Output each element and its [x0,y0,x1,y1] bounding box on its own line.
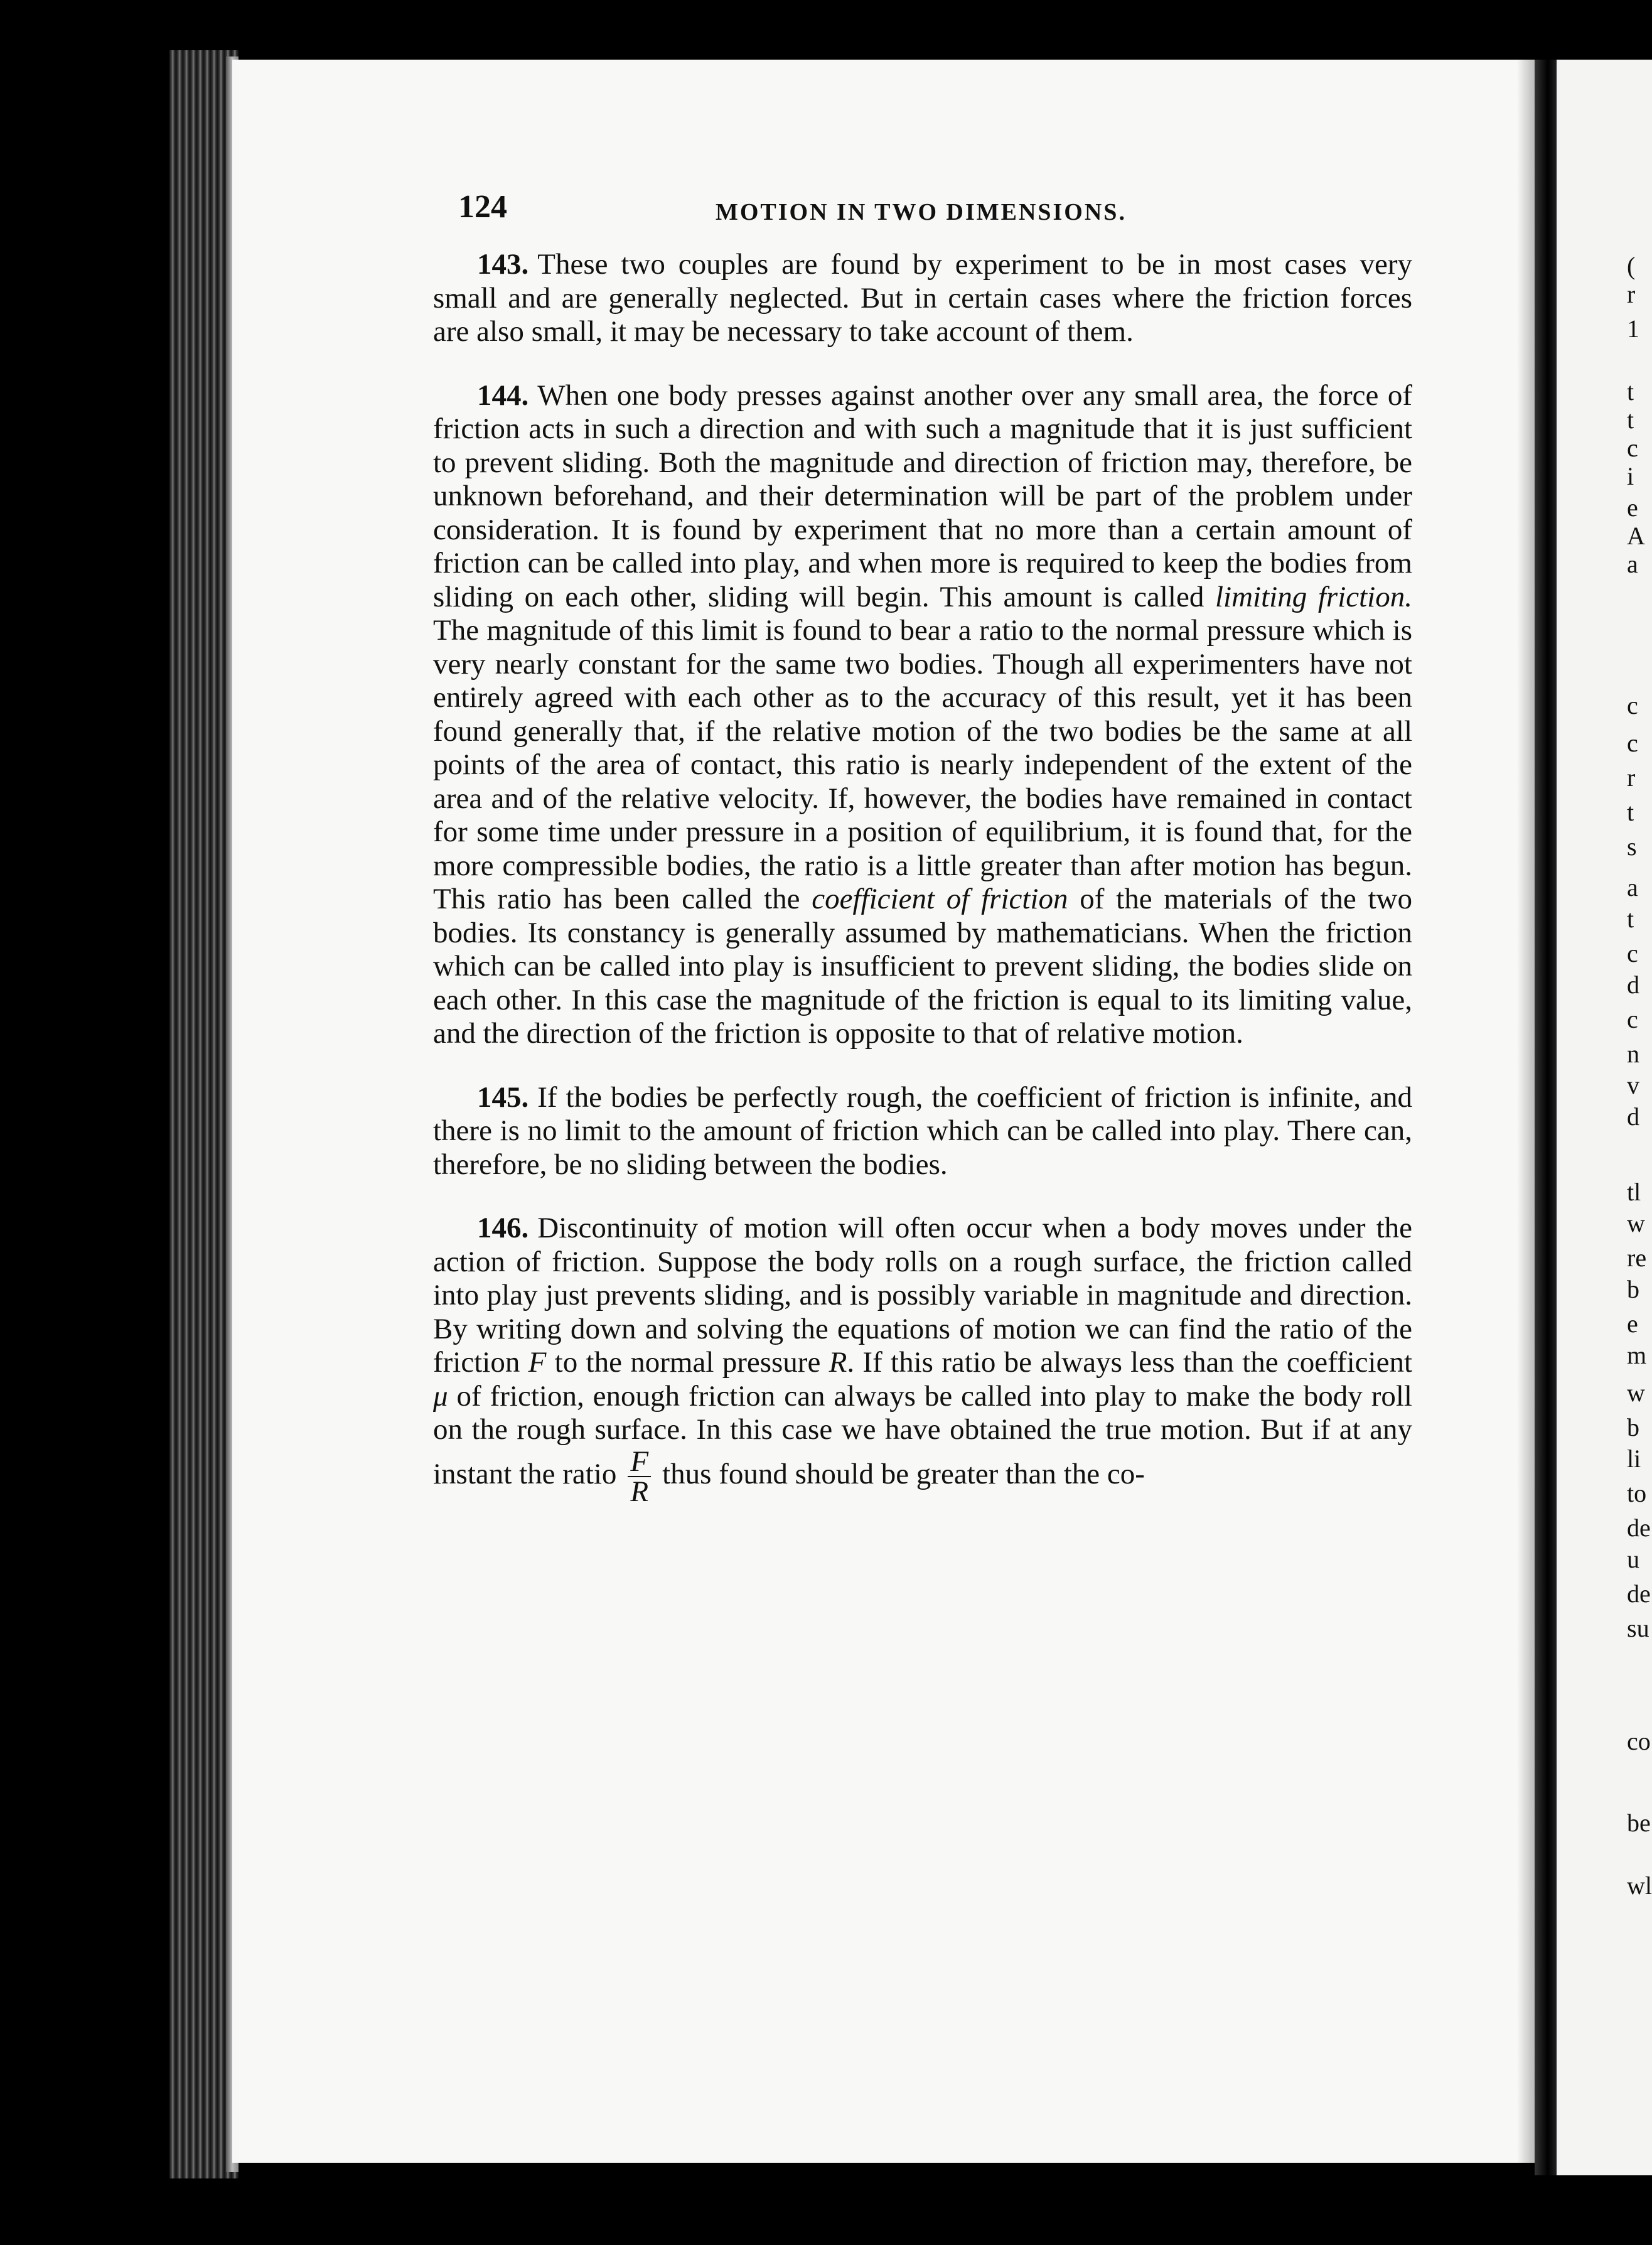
facing-page-fragment: v [1627,1071,1639,1099]
paragraph-text: These two couples are found by experiment to be in most cases very small and are generally neglected. But in certain cases where the friction forces are also small, it may be necessary to take account of them. [433,248,1412,348]
paragraph-text: The magnitude of this limit is found to bear a ratio to the normal pressure which is very nearly constant for the same two bodies. Though all experimenters have not entirely agreed with each other as to the accuracy of this result, yet it has been found generally that, if the relative motion of the two bodies be the same at all points of the area of contact, this ratio is nearly independent of the extent of the area and of the relative velocity. If, however, the bodies have remained in contact for some time under pressure in a position of equilibrium, it is found that, for the more compressible bodies, the ratio is a little greater than after motion has begun. This ratio has been called the [433,614,1412,915]
facing-page-fragment: u [1627,1545,1639,1573]
fraction-F-over-R [628,1447,651,1506]
facing-page-fragment: e [1627,493,1638,522]
facing-page-fragment: n [1627,1040,1639,1068]
facing-page-fragment: b [1627,1275,1639,1303]
facing-page-fragment: c [1627,939,1638,967]
paragraph-text: of the materials of the two bodies. Its constancy is generally assumed by mathematicians. When the friction which can be called into play is insufficient to prevent sliding, the bodies slide on each other. In this case the magnitude of the friction is equal to its limiting value, and the direction of the friction is opposite to that of relative motion. [433,883,1412,1050]
facing-page-fragment: tl [1627,1178,1641,1206]
facing-page-fragment: de [1627,1580,1651,1608]
paragraph-text: to the normal pressure [546,1346,829,1379]
facing-page-fragment: t [1627,377,1634,406]
paragraph-text: If the bodies be perfectly rough, the coefficient of friction is infinite, and there is no limit to the amount of friction which can be called into play. There can, therefore, be no sliding between the bodies. [433,1080,1412,1181]
facing-page-fragment: be [1627,1809,1651,1837]
paragraph-144 [433,379,1412,1051]
book-gutter [1535,60,1557,2175]
facing-page-fragment: t [1627,905,1634,933]
running-title: MOTION IN TWO DIMENSIONS. [716,199,1127,225]
facing-page-fragment: de [1627,1514,1651,1542]
facing-page-fragment: c [1627,434,1638,462]
term-coefficient-of-friction: coefficient of friction [812,883,1068,915]
section-number: 146. [477,1212,529,1244]
paragraph-text: Discontinuity of motion will often occur when a body moves under the action of friction. Suppose the body rolls on a rough surface, the friction called into play just prevents sliding, and is possibly variable in magnitude and direction. By writing down and solving the equations of motion we can find the ratio of the friction [433,1212,1412,1379]
symbol-R: R [829,1346,847,1379]
facing-page-fragment: li [1627,1445,1641,1473]
section-number: 145. [477,1080,529,1114]
facing-page-fragment: co [1627,1727,1651,1755]
facing-page-fragment: c [1627,1005,1638,1033]
section-number: 143. [477,248,529,281]
symbol-mu: μ [433,1379,448,1413]
paragraph-text: When one body presses against another over any small area, the force of friction acts in such a direction and with such a magnitude that it is just sufficient to prevent sliding. Both the magnitude and direction of friction may, therefore, be unknown beforehand, and their determination will be part of the problem under consideration. It is found by experiment that no more than a certain amount of friction can be called into play, and when more is required to keep the bodies from sliding on each other, sliding will begin. This amount is called [433,379,1412,613]
facing-page-fragment: e [1627,1310,1638,1338]
paragraph-text: . If this ratio be always less than the coefficient [847,1346,1413,1379]
fraction-numerator: F [628,1447,651,1477]
facing-page-fragment: re [1627,1244,1647,1272]
paragraph-text: thus found should be greater than the co- [662,1457,1145,1490]
facing-page-edge [1557,60,1652,2175]
facing-page-fragment: d [1627,1102,1639,1131]
paragraph-145 [433,1081,1412,1182]
facing-page-fragment: a [1627,550,1638,578]
facing-page-fragment: A [1627,522,1645,550]
facing-page-fragment: b [1627,1413,1639,1441]
facing-page-fragment: wl [1627,1871,1652,1900]
facing-page-fragment: m [1627,1341,1647,1369]
term-limiting-friction: limiting friction. [1215,580,1412,613]
body-text [433,248,1412,1536]
facing-page-fragment: c [1627,691,1638,719]
facing-page-fragment: ( [1627,252,1636,280]
section-number: 144. [477,379,529,412]
page-header [458,188,1400,239]
symbol-F: F [528,1346,547,1379]
facing-page-fragment: a [1627,873,1638,902]
facing-page-fragment: t [1627,406,1634,434]
facing-page-fragment: r [1627,763,1636,792]
facing-page-fragment: r [1627,280,1636,308]
facing-page-fragment: 1 [1627,315,1639,343]
facing-page-fragment: d [1627,971,1639,999]
facing-page-fragment: s [1627,832,1637,861]
facing-page-fragment: w [1627,1379,1645,1407]
page-number: 124 [458,189,507,225]
facing-page-fragment: su [1627,1614,1649,1642]
facing-page-fragment: w [1627,1209,1645,1237]
paragraph-text: of friction, enough friction can always be called into play to make the body roll on the rough surface. In this case we have obtained the true motion. But if at any instant the ratio [433,1379,1412,1490]
facing-page-fragment: c [1627,729,1638,757]
fraction-denominator: R [630,1475,649,1508]
facing-page-fragment: i [1627,462,1634,490]
facing-page-fragment: to [1627,1479,1647,1507]
paragraph-143 [433,248,1412,349]
paragraph-146 [433,1212,1412,1506]
facing-page-fragment: t [1627,798,1634,826]
